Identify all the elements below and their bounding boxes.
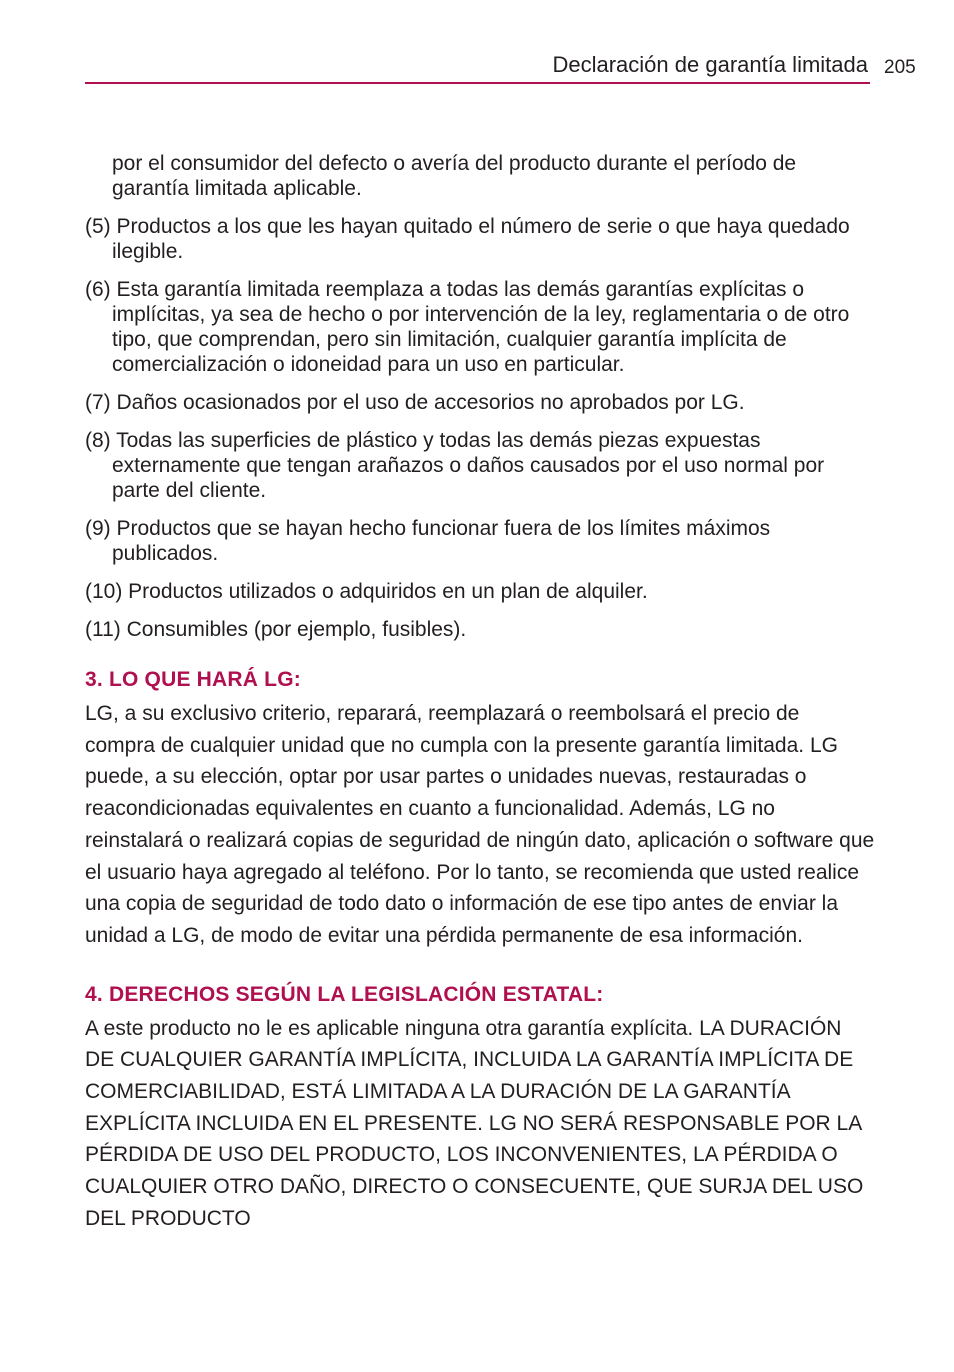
list-item-9: (9) Productos que se hayan hecho funcionar fuera de los límites máximos publicados.	[85, 517, 771, 565]
page-number: 205	[884, 57, 916, 78]
list-item-8: (8) Todas las superficies de plástico y todas las demás piezas expuestas externamente que tengan arañazos o daños causados por el uso normal por parte del cliente.	[85, 429, 825, 502]
list-item-continuation: por el consumidor del defecto o avería del producto durante el período de garantía limitada aplicable.	[112, 152, 797, 200]
page-content	[85, 151, 875, 1235]
list-item-5: (5) Productos a los que les hayan quitado el número de serie o que haya quedado ilegible.	[85, 215, 850, 263]
section-3-body: LG, a su exclusivo criterio, reparará, reemplazará o reembolsará el precio de compra de cualquier unidad que no cumpla con la presente garantía limitada. LG puede, a su elección, optar por usar partes o unidades nuevas, restauradas o reacondicionadas equivalentes en cuanto a funcionalidad. Además, LG no reinstalará o realizará copias de seguridad de ningún dato, aplicación o software que el usuario haya agregado al teléfono. Por lo tanto, se recomienda que usted realice una copia de seguridad de todo dato o información de ese tipo antes de enviar la unidad a LG, de modo de evitar una pérdida permanente de esa información.	[85, 702, 875, 947]
section-4-heading: 4. DERECHOS SEGÚN LA LEGISLACIÓN ESTATAL:	[85, 982, 604, 1006]
header-title: Declaración de garantía limitada	[552, 52, 868, 77]
list-item-6: (6) Esta garantía limitada reemplaza a todas las demás garantías explícitas o implícitas, ya sea de hecho o por intervención de la ley, reglamentaria o de otro tipo, que comprendan, pero sin limitación, cualquier garantía implícita de comercialización o idoneidad para un uso en particular.	[85, 278, 850, 376]
section-3-heading: 3. LO QUE HARÁ LG:	[85, 668, 301, 691]
list-item-11: (11) Consumibles (por ejemplo, fusibles).	[85, 618, 467, 641]
page-header	[85, 50, 870, 84]
section-4-body: A este producto no le es aplicable ninguna otra garantía explícita. LA DURACIÓN DE CUALQUIER GARANTÍA IMPLÍCITA, INCLUIDA LA GARANTÍA IMPLÍCITA DE COMERCIABILIDAD, ESTÁ LIMITADA A LA DURACIÓN DE LA GARANTÍA EXPLÍCITA INCLUIDA EN EL PRESENTE. LG NO SERÁ RESPONSABLE POR LA PÉRDIDA DE USO DEL PRODUCTO, LOS INCONVENIENTES, LA PÉRDIDA O CUALQUIER OTRO DAÑO, DIRECTO O CONSECUENTE, QUE SURJA DEL USO DEL PRODUCTO	[85, 1016, 864, 1230]
exclusions-list	[85, 151, 875, 642]
list-item-7: (7) Daños ocasionados por el uso de accesorios no aprobados por LG.	[85, 391, 745, 414]
list-item-10: (10) Productos utilizados o adquiridos en un plan de alquiler.	[85, 580, 648, 603]
